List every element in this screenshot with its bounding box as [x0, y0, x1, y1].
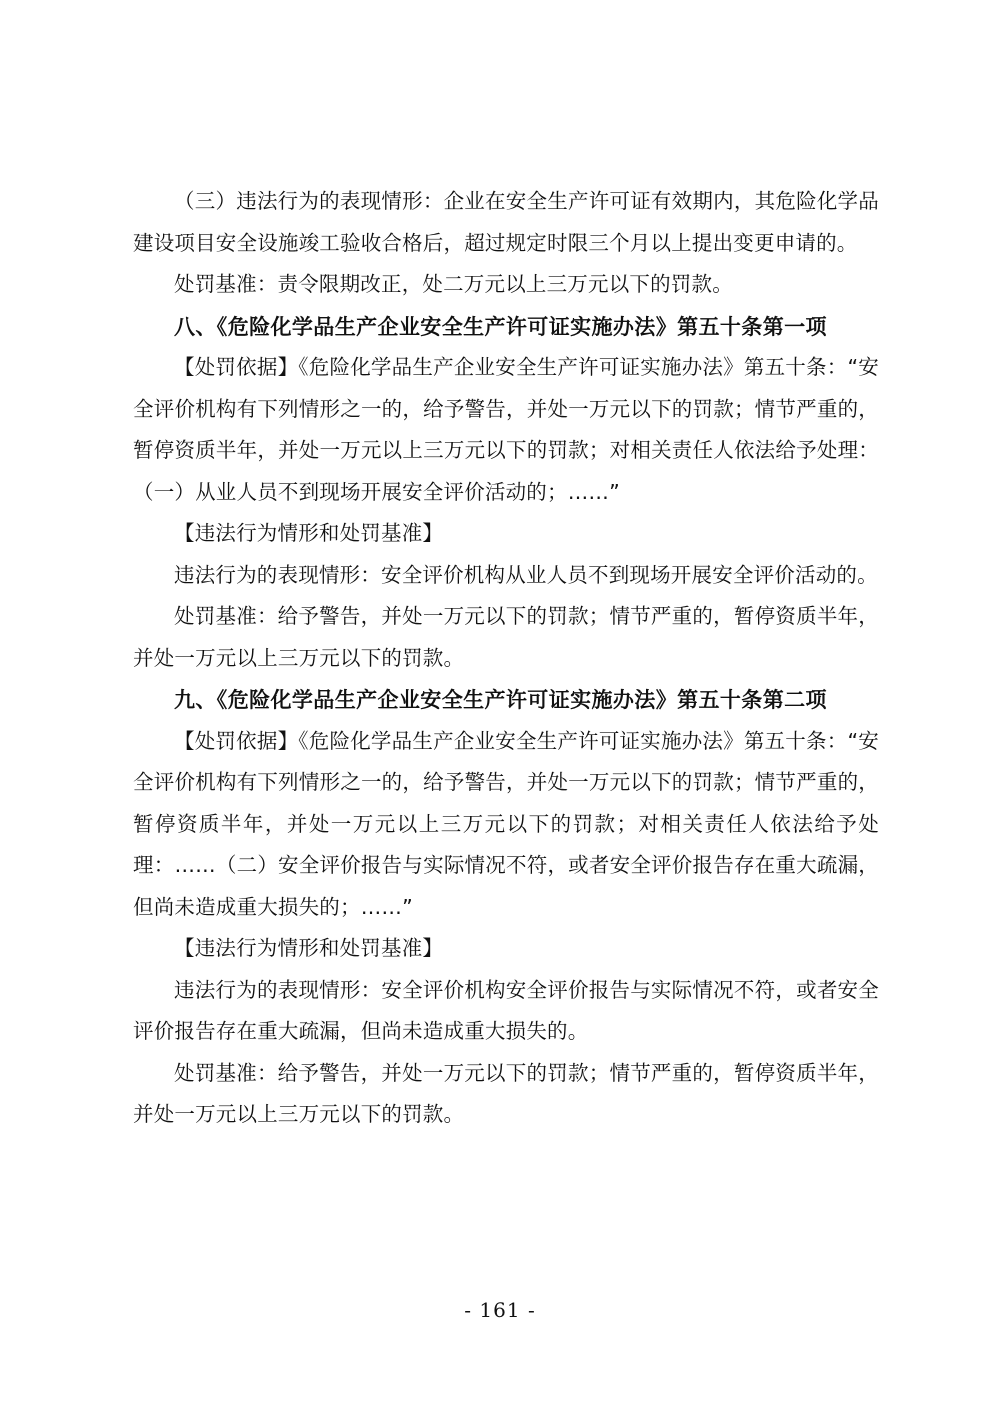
paragraph-violation-3: （三）违法行为的表现情形：企业在安全生产许可证有效期内，其危险化学品建设项目安全设施竣工验收合格后，超过规定时限三个月以上提出变更申请的。 — [133, 189, 879, 255]
section-heading-9: 九、《危险化学品生产企业安全生产许可证实施办法》第五十条第二项 — [174, 687, 827, 712]
section-heading-8: 八、《危险化学品生产企业安全生产许可证实施办法》第五十条第一项 — [174, 313, 827, 339]
page-number: - 161 - — [464, 1298, 536, 1322]
section-8-behavior: 违法行为的表现情形：安全评价机构从业人员不到现场开展安全评价活动的。 — [174, 562, 878, 587]
section-9-penalty: 处罚基准：给予警告，并处一万元以下的罚款；情节严重的，暂停资质半年，并处一万元以上三万元以下的罚款。 — [133, 1060, 879, 1126]
section-8-basis: 【处罚依据】《危险化学品生产企业安全生产许可证实施办法》第五十条：“安全评价机构有下列情形之一的，给予警告，并处一万元以下的罚款；情节严重的，暂停资质半年，并处一万元以上三万元以下的罚款；对相关责任人依法给予处理：（一）从业人员不到现场开展安全评价活动的；……” — [133, 355, 879, 504]
section-9-basis: 【处罚依据】《危险化学品生产企业安全生产许可证实施办法》第五十条：“安全评价机构有下列情形之一的，给予警告，并处一万元以下的罚款；情节严重的，暂停资质半年，并处一万元以上三万元以下的罚款；对相关责任人依法给予处理：……（二）安全评价报告与实际情况不符，或者安全评价报告存在重大疏漏，但尚未造成重大损失的；……” — [133, 728, 879, 919]
document-body — [133, 181, 879, 1136]
section-8-subheading: 【违法行为情形和处罚基准】 — [174, 521, 444, 545]
section-8-penalty: 处罚基准：给予警告，并处一万元以下的罚款；情节严重的，暂停资质半年，并处一万元以上三万元以下的罚款。 — [133, 604, 879, 670]
section-9-behavior: 违法行为的表现情形：安全评价机构安全评价报告与实际情况不符，或者安全评价报告存在重大疏漏，但尚未造成重大损失的。 — [133, 977, 879, 1043]
section-9-subheading: 【违法行为情形和处罚基准】 — [174, 936, 444, 960]
paragraph-penalty-standard: 处罚基准：责令限期改正，处二万元以上三万元以下的罚款。 — [174, 272, 733, 296]
